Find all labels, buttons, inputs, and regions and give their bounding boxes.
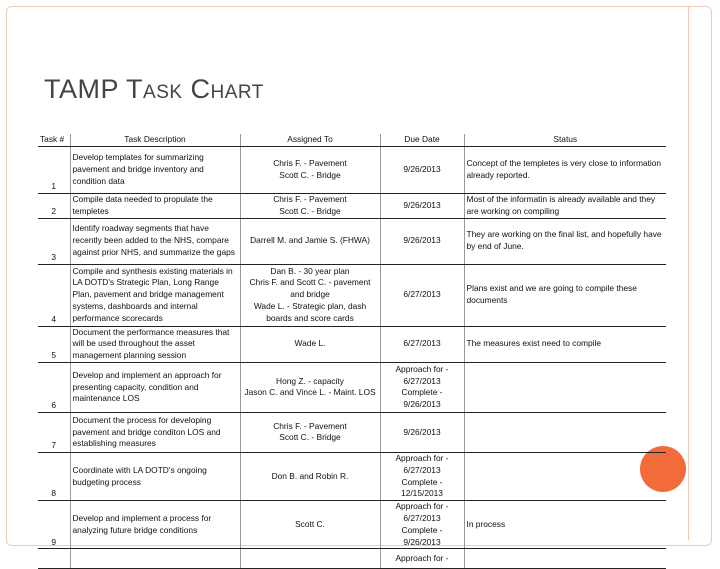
due-date-cell: 9/26/2013: [380, 147, 464, 194]
assigned-to-cell: Darrell M. and Jamie S. (FHWA): [240, 218, 380, 264]
status-cell: Plans exist and we are going to compile these documents: [464, 264, 666, 326]
status-cell: In process: [464, 501, 666, 549]
table-row: [38, 452, 666, 500]
task-number-cell: 7: [38, 412, 70, 452]
due-date-cell: 6/27/2013: [380, 326, 464, 362]
table-row: [38, 362, 666, 412]
status-cell: [464, 549, 666, 569]
task-table: [38, 134, 666, 569]
slide-border-line: [688, 6, 689, 540]
header-task-number: Task #: [38, 134, 70, 147]
due-date-cell: Approach for - 6/27/2013 Complete - 9/26/2013: [380, 501, 464, 549]
assigned-to-cell: Dan B. - 30 year plan Chris F. and Scott C. - pavement and bridge Wade L. - Strategic plan, dash boards and score cards: [240, 264, 380, 326]
header-task-description: Task Description: [70, 134, 240, 147]
assigned-to-cell: Scott C.: [240, 501, 380, 549]
status-cell: The measures exist need to compile: [464, 326, 666, 362]
status-cell: They are working on the final list, and hopefully have by end of June.: [464, 218, 666, 264]
task-table-container: [38, 134, 666, 563]
table-row: [38, 264, 666, 326]
due-date-cell: Approach for -: [380, 549, 464, 569]
assigned-to-cell: Chris F. - Pavement Scott C. - Bridge: [240, 147, 380, 194]
task-description-cell: Compile and synthesis existing materials in LA DOTD's Strategic Plan, Long Range Plan, pavement and bridge management systems, dashboards and internal performance scorecards: [70, 264, 240, 326]
task-description-cell: Document the performance measures that will be used throughout the asset management planning session: [70, 326, 240, 362]
status-cell: [464, 452, 666, 500]
table-row: [38, 147, 666, 194]
task-number-cell: 9: [38, 501, 70, 549]
slide-title: TAMP Task Chart: [44, 74, 264, 104]
table-row: [38, 326, 666, 362]
assigned-to-cell: Chris F. - Pavement Scott C. - Bridge: [240, 412, 380, 452]
task-number-cell: 8: [38, 452, 70, 500]
task-number-cell: 3: [38, 218, 70, 264]
task-number-cell: 6: [38, 362, 70, 412]
assigned-to-cell: [240, 549, 380, 569]
header-assigned-to: Assigned To: [240, 134, 380, 147]
status-cell: [464, 412, 666, 452]
header-status: Status: [464, 134, 666, 147]
table-row: [38, 549, 666, 569]
task-description-cell: [70, 549, 240, 569]
task-number-cell: 1: [38, 147, 70, 194]
task-description-cell: Document the process for developing pavement and bridge conditon LOS and establishing measures: [70, 412, 240, 452]
task-description-cell: Develop and implement a process for analyzing future bridge conditions: [70, 501, 240, 549]
status-cell: Most of the informatin is already available and they are working on compiling: [464, 194, 666, 219]
task-number-cell: [38, 549, 70, 569]
due-date-cell: Approach for - 6/27/2013 Complete - 9/26/2013: [380, 362, 464, 412]
table-row: [38, 501, 666, 549]
task-description-cell: Develop and implement an approach for presenting capacity, condition and maintenance LOS: [70, 362, 240, 412]
table-row: [38, 412, 666, 452]
status-cell: [464, 362, 666, 412]
task-description-cell: Compile data needed to propulate the templetes: [70, 194, 240, 219]
task-description-cell: Develop templates for summarizing pavement and bridge inventory and condition data: [70, 147, 240, 194]
due-date-cell: 9/26/2013: [380, 194, 464, 219]
assigned-to-cell: Chris F. - Pavement Scott C. - Bridge: [240, 194, 380, 219]
task-description-cell: Identify roadway segments that have recently been added to the NHS, compare against prior NHS, and summarize the gaps: [70, 218, 240, 264]
assigned-to-cell: Wade L.: [240, 326, 380, 362]
due-date-cell: 9/26/2013: [380, 218, 464, 264]
header-due-date: Due Date: [380, 134, 464, 147]
assigned-to-cell: Hong Z. - capacity Jason C. and Vince L. - Maint. LOS: [240, 362, 380, 412]
task-number-cell: 2: [38, 194, 70, 219]
due-date-cell: 6/27/2013: [380, 264, 464, 326]
status-cell: Concept of the templetes is very close to information already reported.: [464, 147, 666, 194]
due-date-cell: Approach for - 6/27/2013 Complete - 12/15/2013: [380, 452, 464, 500]
due-date-cell: 9/26/2013: [380, 412, 464, 452]
assigned-to-cell: Don B. and Robin R.: [240, 452, 380, 500]
task-description-cell: Coordinate with LA DOTD's ongoing budgeting process: [70, 452, 240, 500]
task-number-cell: 5: [38, 326, 70, 362]
table-row: [38, 194, 666, 219]
task-number-cell: 4: [38, 264, 70, 326]
table-header-row: [38, 134, 666, 147]
table-row: [38, 218, 666, 264]
